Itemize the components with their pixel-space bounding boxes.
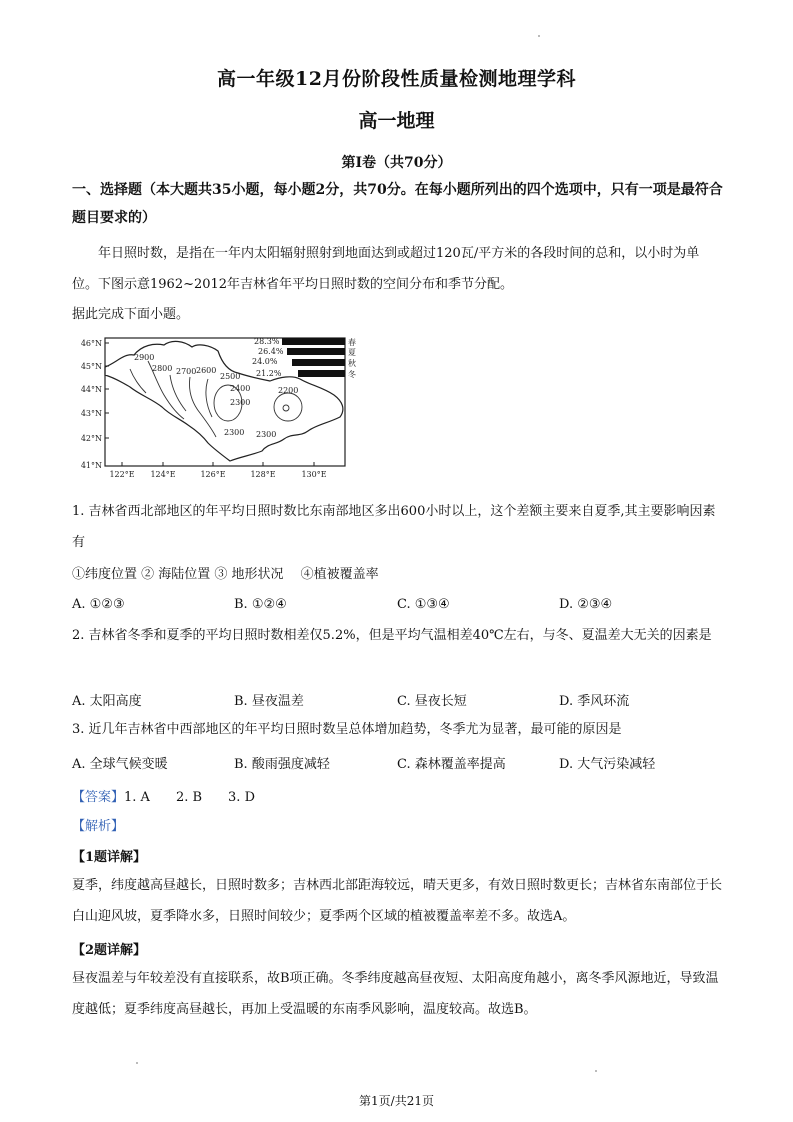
question-1-stem: 1. 吉林省西北部地区的年平均日照时数比东南部地区多出600小时以上，这个差额主要来自夏季,其主要影响因素有 [72,504,716,550]
season-bar-summer [287,348,345,355]
season-pct: 24.0% [252,357,278,366]
contour-label: 2400 [230,384,251,393]
lon-label: 130°E [301,470,327,479]
q2-analysis-heading: 【2题详解】 [72,943,147,958]
answer-text: 1. A 2. B 3. D [124,790,255,805]
season-pct: 26.4% [258,347,284,356]
q1-option-a[interactable]: A. ①②③ [72,597,125,612]
contour-label: 2600 [196,366,217,375]
lon-label: 122°E [109,470,135,479]
season-name: 秋 [348,359,356,368]
lat-label: 42°N [80,434,102,443]
q1-option-b[interactable]: B. ①②④ [234,597,287,612]
season-name: 夏 [348,348,356,357]
page-subtitle: 高一地理 [358,110,435,132]
q2-option-a[interactable]: A. 太阳高度 [72,694,142,709]
answer-label: 【答案】 [72,790,125,805]
lat-label: 46°N [80,339,102,348]
scan-speck [136,1062,138,1064]
page-title: 高一年级12月份阶段性质量检测地理学科 [217,68,576,90]
season-pct: 21.2% [256,369,282,378]
contour-label: 2300 [224,428,245,437]
question-1-sub: ①纬度位置 ② 海陆位置 ③ 地形状况 ④植被覆盖率 [72,567,379,582]
q3-option-b[interactable]: B. 酸雨强度减轻 [234,757,330,772]
part-heading: 一、选择题（本大题共35小题，每小题2分，共70分。在每小题所列出的四个选项中，只有一项是最符合题目要求的） [72,182,723,226]
answer-line [72,786,255,805]
q1-analysis-text: 夏季，纬度越高昼越长，日照时数多；吉林西北部距海较远，晴天更多，有效日照时数更长；吉林省东南部位于长白山迎风坡，夏季降水多，日照时间较少；夏季两个区域的植被覆盖率差不多。故选A。 [72,878,723,924]
scan-speck [538,35,540,37]
contour-label: 2900 [134,353,155,362]
q3-option-a[interactable]: A. 全球气候变暖 [72,757,168,772]
season-name: 春 [348,338,356,347]
lat-label: 45°N [80,362,102,371]
q3-option-d[interactable]: D. 大气污染减轻 [559,757,656,772]
q1-analysis-heading: 【1题详解】 [72,850,147,865]
lon-label: 128°E [250,470,276,479]
lat-label: 43°N [80,409,102,418]
lon-label: 126°E [200,470,226,479]
section-heading: 第I卷（共70分） [341,155,452,171]
intro-paragraph: 年日照时数，是指在一年内太阳辐射照射到地面达到或超过120瓦/平方米的各段时间的总和，以小时为单位。下图示意1962~2012年吉林省年平均日照时数的空间分布和季节分配。 [72,246,700,292]
lat-label: 44°N [80,385,102,394]
analysis-label: 【解析】 [72,819,125,834]
question-3-stem: 3. 近几年吉林省中西部地区的年平均日照时数呈总体增加趋势，冬季尤为显著，最可能的原因是 [72,722,622,737]
lat-label: 41°N [80,461,102,470]
scan-speck [595,1070,597,1072]
q2-option-c[interactable]: C. 昼夜长短 [397,694,467,709]
q3-option-c[interactable]: C. 森林覆盖率提高 [397,757,506,772]
jilin-sunshine-map [72,333,360,483]
page-number: 第1页/共21页 [359,1094,434,1108]
contour-label: 2500 [220,372,241,381]
q1-option-d[interactable]: D. ②③④ [559,597,613,612]
contour-label: 2300 [230,398,251,407]
q2-option-b[interactable]: B. 昼夜温差 [234,694,304,709]
q1-option-c[interactable]: C. ①③④ [397,597,450,612]
question-2-stem: 2. 吉林省冬季和夏季的平均日照时数相差仅5.2%，但是平均气温相差40℃左右，与冬、夏温差大无关的因素是 [72,628,712,643]
season-pct: 28.3% [254,337,280,346]
season-name: 冬 [348,370,356,379]
contour-label: 2300 [256,430,277,439]
q2-option-d[interactable]: D. 季风环流 [559,694,630,709]
season-bar-autumn [292,359,345,366]
q2-analysis-text: 昼夜温差与年较差没有直接联系，故B项正确。冬季纬度越高昼夜短、太阳高度角越小，离冬季风源地近，导致温度越低；夏季纬度高昼越长，再加上受温暖的东南季风影响，温度较高。故选B。 [72,971,719,1017]
contour-label: 2800 [152,364,173,373]
season-bar-spring [282,338,345,345]
instruction: 据此完成下面小题。 [72,307,190,322]
contour-label: 2700 [176,367,197,376]
season-bar-winter [298,370,345,377]
contour-label: 2200 [278,386,299,395]
lon-label: 124°E [150,470,176,479]
